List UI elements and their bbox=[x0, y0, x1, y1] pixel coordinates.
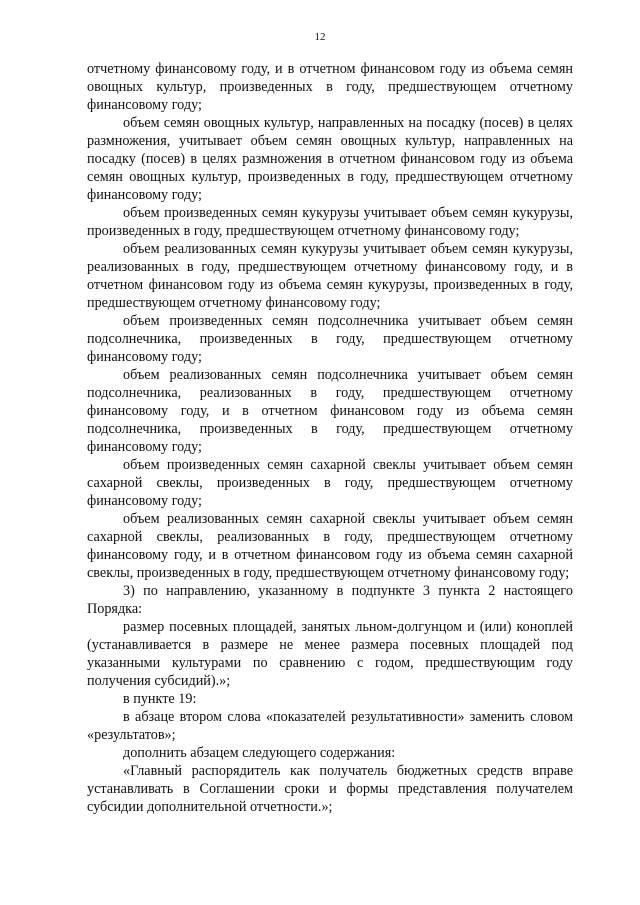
paragraph: объем реализованных семян сахарной свеклы учитывает объем семян сахарной свеклы, реализованных в году, предшествующем отчетному финансовому году, и в отчетном финансовом году из объема семян сахарной свеклы, произведенных в году, предшествующем отчетному финансовому году; bbox=[87, 511, 573, 581]
paragraph: в абзаце втором слова «показателей результативности» заменить словом «результатов»; bbox=[87, 709, 573, 743]
paragraph: отчетному финансовому году, и в отчетном финансовом году из объема семян овощных культур, произведенных в году, предшествующем отчетному финансовому году; bbox=[87, 61, 573, 113]
document-body bbox=[87, 60, 573, 816]
paragraph: объем семян овощных культур, направленных на посадку (посев) в целях размножения, учитывает объем семян овощных культур, направленных на посадку (посев) в целях размножения в отчетном финансовом году из объема семян овощных культур, произведенных в году, предшествующем отчетному финансовому году; bbox=[87, 115, 573, 203]
paragraph: объем произведенных семян кукурузы учитывает объем семян кукурузы, произведенных в году, предшествующем отчетному финансовому году; bbox=[87, 205, 573, 239]
paragraph: объем произведенных семян сахарной свеклы учитывает объем семян сахарной свеклы, произведенных в году, предшествующем отчетному финансовому году; bbox=[87, 457, 573, 509]
paragraph: объем реализованных семян кукурузы учитывает объем семян кукурузы, реализованных в году, предшествующем отчетному финансовому году, и в отчетном финансовом году из объема семян кукурузы, произведенных в году, предшествующем отчетному финансовому году; bbox=[87, 241, 573, 311]
paragraph: дополнить абзацем следующего содержания: bbox=[123, 745, 396, 761]
paragraph: объем произведенных семян подсолнечника учитывает объем семян подсолнечника, произведенных в году, предшествующем отчетному финансовому году; bbox=[87, 313, 573, 365]
paragraph: в пункте 19: bbox=[123, 691, 197, 707]
paragraph: 3) по направлению, указанному в подпункте 3 пункта 2 настоящего Порядка: bbox=[87, 583, 573, 617]
page-number: 12 bbox=[314, 31, 326, 43]
paragraph: размер посевных площадей, занятых льном-долгунцом и (или) коноплей (устанавливается в размере не менее размера посевных площадей под указанными культурами по сравнению с годом, предшествующим году получения субсидий).»; bbox=[87, 619, 573, 689]
paragraph: объем реализованных семян подсолнечника учитывает объем семян подсолнечника, реализованных в году, предшествующем отчетному финансовому году, и в отчетном финансовом году из объема семян подсолнечника, произведенных в году, предшествующем отчетному финансовому году; bbox=[87, 367, 573, 455]
paragraph: «Главный распорядитель как получатель бюджетных средств вправе устанавливать в Соглашении сроки и формы представления получателем субсидии дополнительной отчетности.»; bbox=[87, 763, 573, 815]
